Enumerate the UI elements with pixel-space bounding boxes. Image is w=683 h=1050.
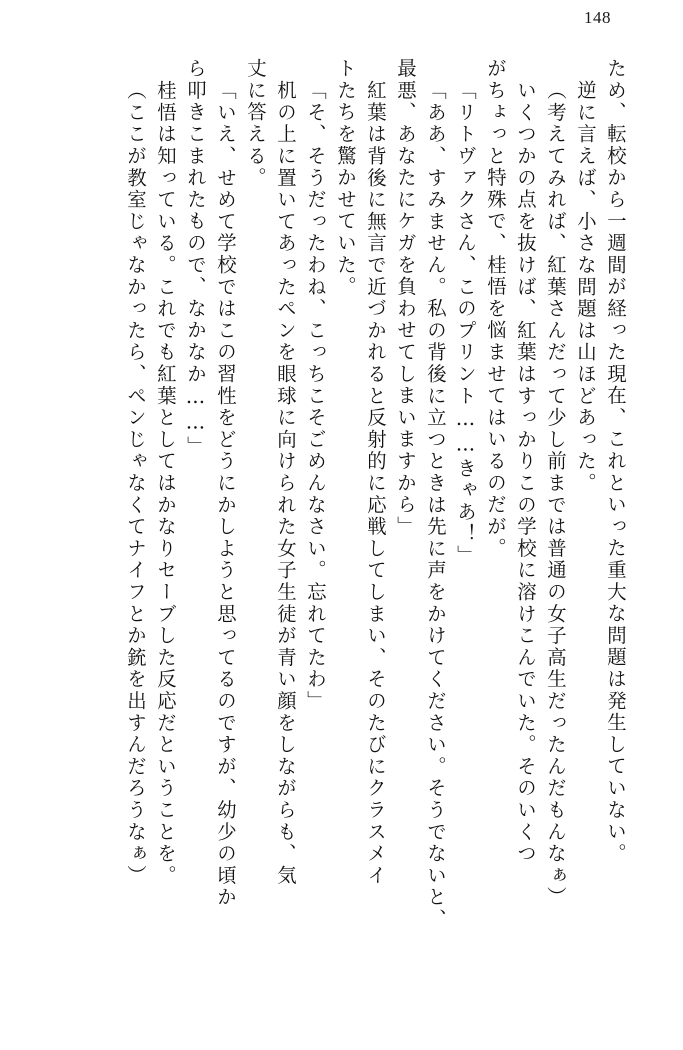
text-line: 桂悟は知っている。これでも紅葉としてはかなりセーブした反応だということを。 (154, 80, 177, 887)
text-line: 「そ、そうだったわね、こっちこそごめんなさい。忘れてたわ」 (304, 80, 327, 713)
text-line: 最悪、あなたにケガを負わせてしまいますから」 (394, 58, 417, 538)
text-line: 丈に答える。 (244, 58, 267, 189)
text-line: （考えてみれば、紅葉さんだって少し前までは普通の女子高生だったんだもんなぁ） (544, 80, 567, 909)
text-line: 紅葉は背後に無言で近づかれると反射的に応戦してしまい、そのたびにクラスメイ (364, 80, 387, 887)
text-line: ら叩きこまれたもので、なかなか……」 (184, 58, 207, 458)
text-line: 机の上に置いてあったペンを眼球に向けられた女子生徒が青い顔をしながらも、気 (274, 80, 297, 887)
page-text-body (38, 58, 625, 1014)
text-line: 逆に言えば、小さな問題は山ほどあった。 (574, 80, 597, 495)
text-line: ため、転校から一週間が経った現在、これといった重大な問題は発生していない。 (604, 58, 627, 865)
text-line: 「いえ、せめて学校ではこの習性をどうにかしようと思ってるのですが、幼少の頃か (214, 80, 237, 909)
text-line: 「ああ、すみません。私の背後に立つときは先に声をかけてください。そうでないと、 (424, 80, 447, 931)
text-line: いくつかの点を抜けば、紅葉はすっかりこの学校に溶けこんでいた。そのいくつ (514, 80, 537, 865)
page-number: 148 (584, 8, 611, 27)
text-line: 「リトヴァクさん、このプリント……きゃあ！」 (454, 80, 477, 567)
text-line: （ここが教室じゃなかったら、ペンじゃなくてナイフとか銃を出すんだろうなぁ） (124, 80, 147, 887)
text-line: トたちを驚かせていた。 (334, 58, 357, 298)
text-line: がちょっと特殊で、桂悟を悩ませてはいるのだが。 (484, 58, 507, 560)
